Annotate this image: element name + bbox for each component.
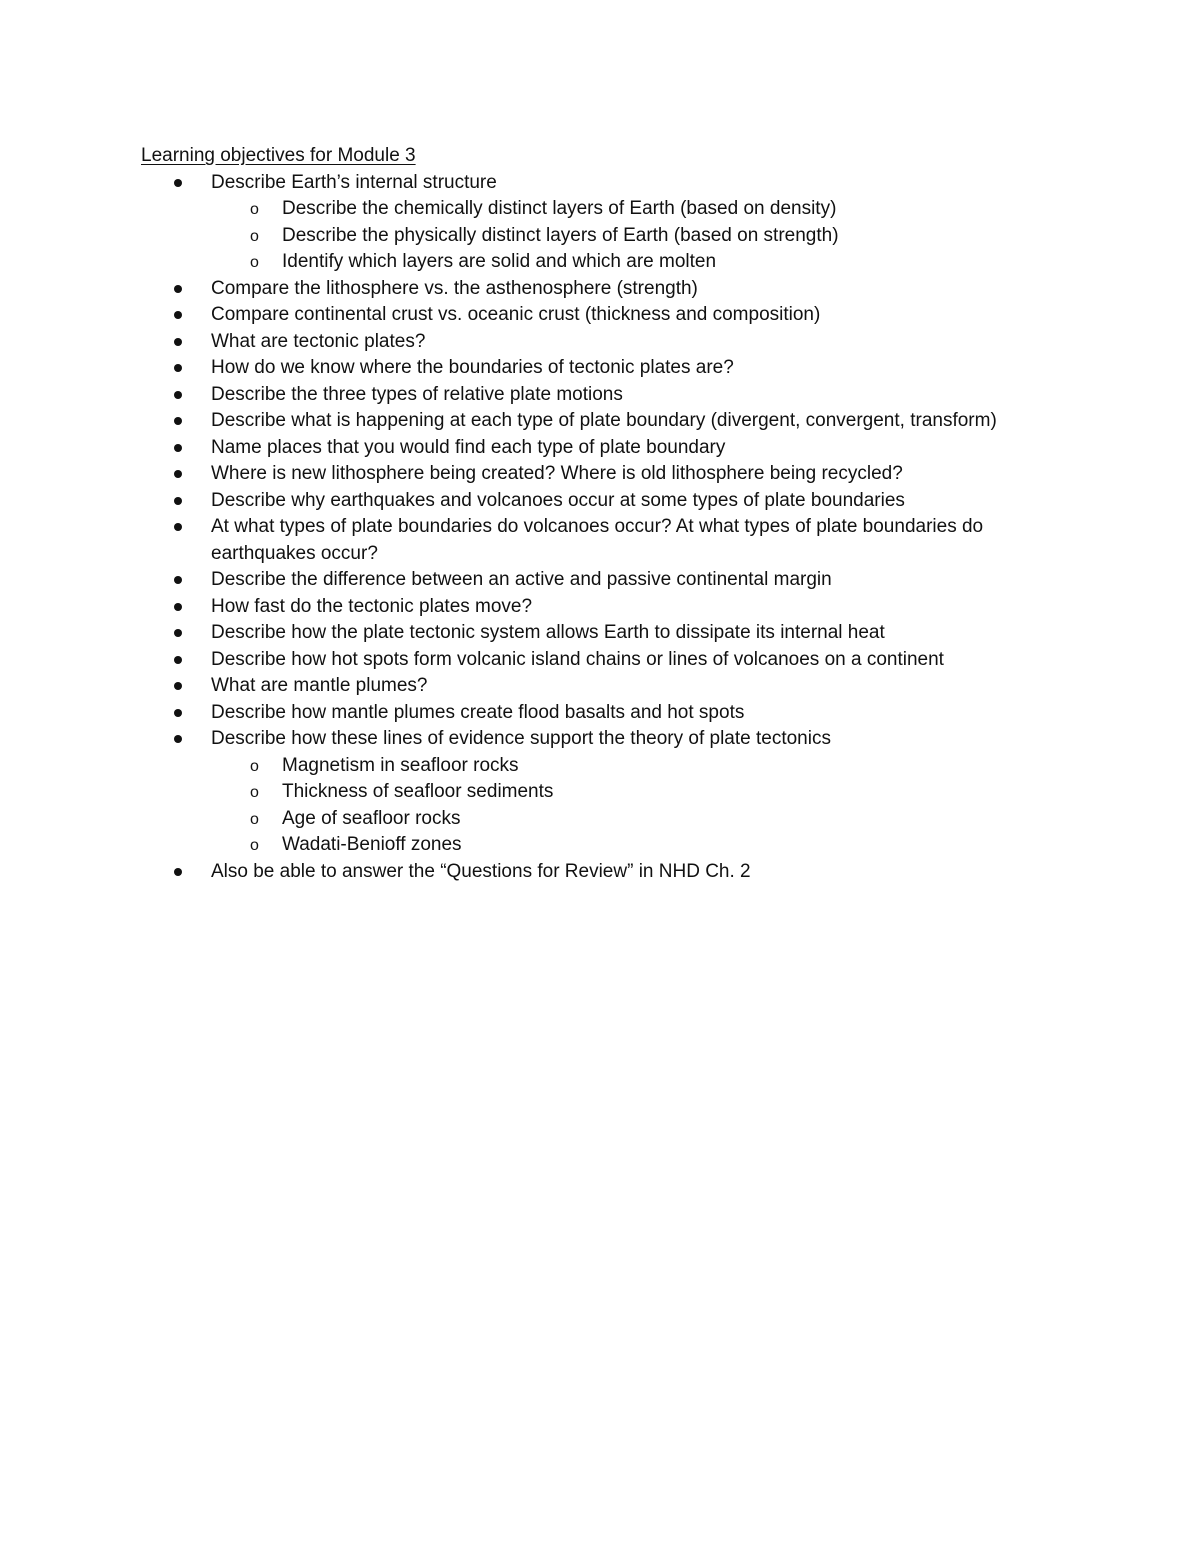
objective-text: Compare continental crust vs. oceanic crust (thickness and composition) <box>211 304 821 325</box>
objective-item <box>0 408 1041 435</box>
bullet-icon <box>174 444 182 452</box>
sub-objective-list <box>211 196 1041 276</box>
circle-bullet-icon: o <box>250 227 259 245</box>
objective-text: What are tectonic plates? <box>211 330 426 352</box>
objective-text: Compare the lithosphere vs. the asthenosphere (strength) <box>211 277 698 299</box>
objective-item <box>0 594 1041 621</box>
objective-item <box>0 435 1041 462</box>
sub-objective-text: Describe the physically distinct layers of Earth (based on strength) <box>282 224 839 246</box>
circle-bullet-icon: o <box>250 201 259 218</box>
bullet-icon <box>174 523 182 531</box>
objective-item <box>0 461 1041 488</box>
objective-text: Also be able to answer the “Questions for Review” in NHD Ch. 2 <box>211 860 751 882</box>
bullet-icon <box>174 603 182 611</box>
bullet-icon <box>174 576 182 584</box>
circle-bullet-icon: o <box>250 837 259 854</box>
objective-text: Describe Earth’s internal structure <box>211 171 497 193</box>
sub-objective-item <box>0 753 1042 780</box>
sub-objective-item <box>0 779 1042 806</box>
bullet-icon <box>174 364 182 372</box>
objective-text: How do we know where the boundaries of tectonic plates are? <box>211 357 734 378</box>
bullet-icon <box>174 682 182 690</box>
objective-item <box>0 726 1041 859</box>
sub-objective-item <box>0 249 1042 276</box>
objective-item <box>0 567 1041 594</box>
objective-text: How fast do the tectonic plates move? <box>211 595 533 617</box>
objective-text: Describe the difference between an active and passive continental margin <box>211 569 832 590</box>
sub-objective-text: Wadati-Benioff zones <box>282 834 462 855</box>
objective-item <box>0 859 1041 886</box>
sub-objective-text: Identify which layers are solid and which are molten <box>282 251 717 272</box>
bullet-icon <box>174 656 182 664</box>
bullet-icon <box>174 391 182 399</box>
bullet-icon <box>174 311 182 319</box>
page-title: Learning objectives for Module 3 <box>141 145 416 166</box>
objectives-list <box>0 170 1200 886</box>
objective-item <box>0 170 1041 276</box>
objective-item <box>0 700 1041 727</box>
bullet-icon <box>174 470 182 478</box>
bullet-icon <box>174 285 182 293</box>
objective-item <box>0 382 1041 409</box>
sub-objective-text: Thickness of seafloor sediments <box>282 781 554 802</box>
sub-objective-text: Describe the chemically distinct layers of Earth (based on density) <box>282 198 837 219</box>
sub-objective-text: Magnetism in seafloor rocks <box>282 754 519 776</box>
sub-objective-item <box>0 223 1042 250</box>
circle-bullet-icon: o <box>250 810 259 828</box>
bullet-icon <box>174 868 182 876</box>
sub-objective-list <box>211 753 1041 859</box>
objective-text: Describe how hot spots form volcanic island chains or lines of volcanoes on a continent <box>211 648 944 670</box>
objective-text: Describe why earthquakes and volcanoes occur at some types of plate boundaries <box>211 489 905 511</box>
bullet-icon <box>174 179 182 187</box>
objective-item <box>0 647 1041 674</box>
sub-objective-item <box>0 806 1042 833</box>
bullet-icon <box>174 735 182 743</box>
bullet-icon <box>174 338 182 346</box>
bullet-icon <box>174 709 182 717</box>
objective-item <box>0 329 1041 356</box>
objective-text: Name places that you would find each type of plate boundary <box>211 436 726 458</box>
sub-objective-item <box>0 832 1042 859</box>
objective-item <box>0 620 1041 647</box>
objective-text: Describe how the plate tectonic system allows Earth to dissipate its internal heat <box>211 622 885 643</box>
objective-text: Describe how mantle plumes create flood basalts and hot spots <box>211 701 745 723</box>
objective-text: Where is new lithosphere being created? Where is old lithosphere being recycled? <box>211 463 903 484</box>
objective-text: Describe the three types of relative plate motions <box>211 383 623 405</box>
objective-text: Describe how these lines of evidence support the theory of plate tectonics <box>211 728 831 749</box>
sub-objective-text: Age of seafloor rocks <box>282 807 461 829</box>
objective-item <box>0 488 1041 515</box>
objective-item <box>0 276 1041 303</box>
objective-text: Describe what is happening at each type of plate boundary (divergent, convergent, transform) <box>211 410 997 431</box>
circle-bullet-icon: o <box>250 784 259 801</box>
bullet-icon <box>174 497 182 505</box>
objective-item <box>0 355 1041 382</box>
objective-item <box>0 514 1041 567</box>
objective-item <box>0 673 1041 700</box>
sub-objective-item <box>0 196 1042 223</box>
circle-bullet-icon: o <box>250 757 259 775</box>
circle-bullet-icon: o <box>250 254 259 271</box>
bullet-icon <box>174 417 182 425</box>
bullet-icon <box>174 629 182 637</box>
objective-text: At what types of plate boundaries do volcanoes occur? At what types of plate boundaries do earthquakes occur? <box>211 516 984 564</box>
objective-item <box>0 302 1041 329</box>
objective-text: What are mantle plumes? <box>211 675 428 696</box>
